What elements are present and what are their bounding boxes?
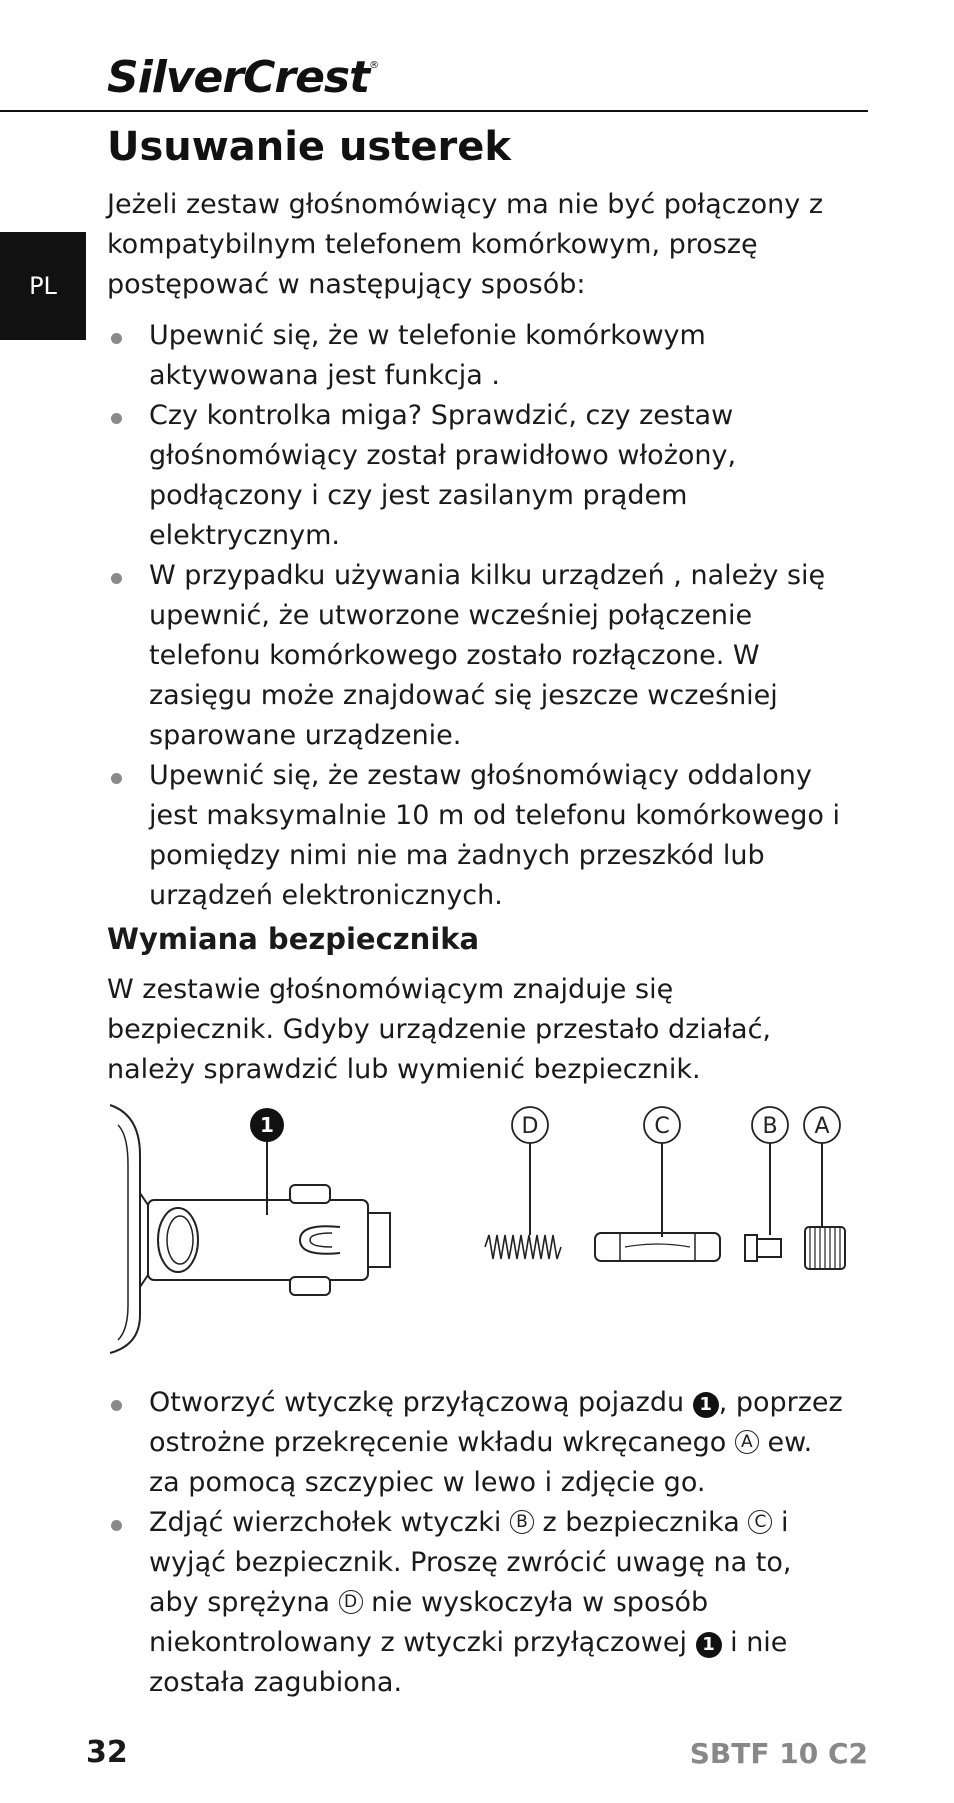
- ref-a-circle: A: [735, 1430, 759, 1454]
- trademark: ®: [369, 60, 379, 71]
- fuse-paragraph: W zestawie głośnomówiącym znajduje się bezpiecznik. Gdyby urządzenie przestało działać, należy sprawdzić lub wymienić bezpiecznik.: [107, 974, 772, 1085]
- step2-text-c: i wyjąć bezpiecznik. Proszę zwrócić uwagę na to, aby sprężyna: [149, 1507, 792, 1618]
- list-item: Upewnić się, że zestaw głośnomówiący oddalony jest maksymalnie 10 m od telefonu komórkowego i pomiędzy nimi nie ma żadnych przeszkód lub urządzeń elektronicznych.: [107, 756, 847, 916]
- label-1: 1: [260, 1113, 274, 1137]
- step1-text-c: ew. za pomocą szczypiec w lewo i zdjęcie go.: [149, 1427, 813, 1498]
- brand-logo: [107, 52, 378, 103]
- list-item: Czy kontrolka miga? Sprawdzić, czy zestaw głośnomówiący został prawidłowo włożony, podłączony i czy jest zasilanym prądem elektrycznym.: [107, 396, 847, 556]
- step1-text-b: , poprzez ostrożne przekręcenie wkładu wkręcanego: [149, 1387, 843, 1458]
- page-number: 32: [86, 1735, 128, 1770]
- intro-paragraph: Jeżeli zestaw głośnomówiący ma nie być połączony z kompatybilnym telefonem komórkowym, proszę postępować w następujący sposób:: [107, 189, 824, 300]
- spring-d: [485, 1235, 561, 1259]
- step1-text-a: Otworzyć wtyczkę przyłączową pojazdu: [149, 1387, 693, 1418]
- ref-b-circle: B: [510, 1510, 534, 1534]
- troubleshooting-list: [107, 316, 847, 916]
- fuse-diagram: [100, 1095, 870, 1355]
- list-item: [107, 1503, 847, 1703]
- ref-d-circle: D: [339, 1590, 363, 1614]
- model-number: SBTF 10 C2: [689, 1737, 868, 1770]
- ref-c-circle: C: [748, 1510, 772, 1534]
- brand-name: SilverCrest: [107, 52, 370, 103]
- label-b: B: [762, 1114, 778, 1139]
- step2-text-d: nie wyskoczyła w sposób niekontrolowany z wtyczki przyłączowej: [149, 1587, 709, 1658]
- section-heading: Wymiana bezpiecznika: [107, 922, 480, 956]
- list-item: [107, 1383, 847, 1503]
- header-rule: [0, 110, 868, 112]
- step2-text-a: Zdjąć wierzchołek wtyczki: [149, 1507, 510, 1538]
- step2-text-e: i nie została zagubiona.: [149, 1627, 788, 1698]
- page-title: Usuwanie usterek: [107, 124, 511, 170]
- ref-1-badge: 1: [696, 1632, 722, 1658]
- fuse-steps-list: [107, 1383, 847, 1703]
- list-item: Upewnić się, że w telefonie komórkowym aktywowana jest funkcja .: [107, 316, 847, 396]
- step2-text-b: z bezpiecznika: [533, 1507, 749, 1538]
- housing-outline: [110, 1105, 140, 1353]
- cap-b: [745, 1235, 781, 1261]
- label-a: A: [814, 1114, 830, 1139]
- screw-a: [805, 1227, 845, 1269]
- fuse-c: [595, 1233, 720, 1261]
- label-c: C: [654, 1114, 670, 1139]
- language-tab: PL: [0, 232, 86, 340]
- list-item: W przypadku używania kilku urządzeń , należy się upewnić, że utworzone wcześniej połączenie telefonu komórkowego zostało rozłączone. W zasięgu może znajdować się jeszcze wcześniej sparowane urządzenie.: [107, 556, 847, 756]
- ref-1-badge: 1: [693, 1392, 719, 1418]
- label-d: D: [521, 1114, 539, 1139]
